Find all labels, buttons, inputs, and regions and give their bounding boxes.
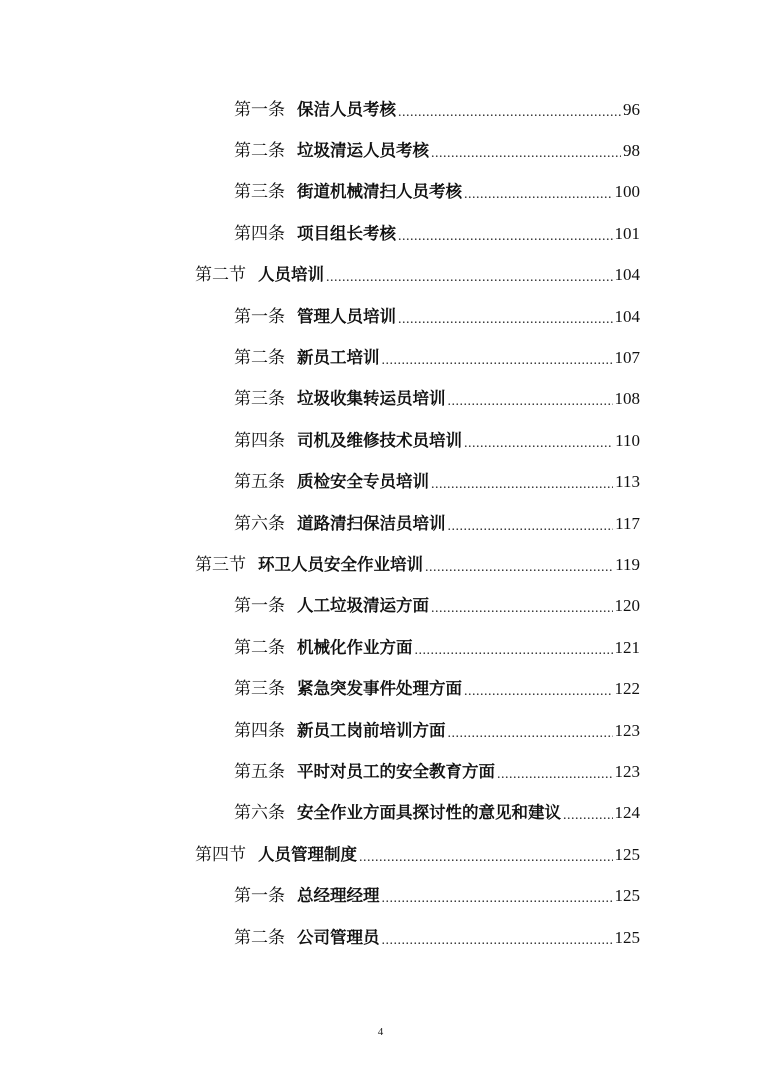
toc-entry-page: 104 [614, 265, 640, 285]
toc-entry-title: 质检安全专员培训 [297, 472, 429, 492]
toc-entry-title: 安全作业方面具探讨性的意见和建议 [297, 803, 561, 823]
toc-entry-page: 123 [614, 720, 640, 740]
toc-dot-leader [448, 392, 613, 412]
toc-entry-number: 第六条 [234, 513, 285, 534]
toc-dot-leader [431, 599, 613, 619]
toc-entry-title: 垃圾清运人员考核 [297, 141, 429, 161]
toc-entry[interactable] [234, 462, 640, 503]
toc-entry-page: 98 [623, 141, 640, 161]
toc-entry-title: 垃圾收集转运员培训 [297, 389, 446, 409]
toc-entry-page: 96 [623, 99, 640, 119]
toc-entry-page: 104 [614, 306, 640, 326]
toc-dot-leader [359, 848, 613, 868]
toc-entry[interactable] [234, 751, 640, 792]
toc-dot-leader [464, 185, 613, 205]
toc-entry[interactable] [234, 503, 640, 544]
toc-entry-title: 紧急突发事件处理方面 [297, 679, 462, 699]
toc-dot-leader [425, 558, 613, 578]
toc-entry-number: 第一条 [234, 886, 285, 907]
toc-entry[interactable] [234, 627, 640, 668]
toc-entry-number: 第二条 [234, 141, 285, 162]
toc-entry-page: 121 [614, 637, 640, 657]
toc-entry-page: 124 [614, 803, 640, 823]
toc-dot-leader [398, 227, 613, 247]
page-number: 4 [377, 1026, 384, 1038]
toc-entry[interactable] [234, 296, 640, 337]
toc-entry-title: 人工垃圾清运方面 [297, 596, 429, 616]
toc-entry-title: 机械化作业方面 [297, 637, 413, 657]
toc-entry-page: 113 [615, 472, 640, 492]
table-of-contents [0, 89, 761, 958]
toc-entry-page: 125 [614, 886, 640, 906]
toc-entry-number: 第二条 [234, 637, 285, 658]
toc-entry-title: 道路清扫保洁员培训 [297, 513, 446, 533]
toc-dot-leader [431, 144, 621, 164]
toc-entry-page: 107 [614, 348, 640, 368]
toc-entry-title: 公司管理员 [297, 927, 380, 947]
toc-dot-leader [448, 724, 613, 744]
toc-dot-leader [398, 310, 613, 330]
toc-entry-page: 123 [614, 761, 640, 781]
toc-dot-leader [448, 517, 614, 537]
toc-dot-leader [497, 765, 613, 785]
toc-entry[interactable] [234, 420, 640, 461]
toc-entry-number: 第四条 [234, 720, 285, 741]
toc-dot-leader [398, 103, 621, 123]
toc-entry-title: 新员工培训 [297, 348, 380, 368]
toc-dot-leader [431, 475, 613, 495]
toc-entry-title: 保洁人员考核 [297, 99, 396, 119]
toc-entry-page: 108 [614, 389, 640, 409]
toc-entry[interactable] [234, 586, 640, 627]
toc-entry-number: 第四条 [234, 223, 285, 244]
toc-entry[interactable] [234, 668, 640, 709]
toc-dot-leader [382, 351, 613, 371]
toc-entry[interactable] [234, 213, 640, 254]
toc-entry[interactable] [234, 917, 640, 958]
toc-entry-title: 司机及维修技术员培训 [297, 430, 462, 450]
toc-dot-leader [326, 268, 613, 288]
toc-entry-page: 117 [615, 513, 640, 533]
toc-dot-leader [382, 889, 613, 909]
toc-entry-title: 环卫人员安全作业培训 [258, 554, 423, 574]
toc-entry-title: 总经理经理 [297, 886, 380, 906]
toc-entry-title: 人员培训 [258, 265, 324, 285]
toc-dot-leader [382, 931, 613, 951]
toc-entry-page: 110 [615, 430, 640, 450]
toc-entry-number: 第三节 [195, 554, 246, 575]
toc-dot-leader [464, 434, 613, 454]
toc-entry[interactable] [234, 793, 640, 834]
toc-entry-number: 第三条 [234, 389, 285, 410]
toc-entry-title: 街道机械清扫人员考核 [297, 182, 462, 202]
toc-entry[interactable] [234, 130, 640, 171]
toc-entry-title: 平时对员工的安全教育方面 [297, 761, 495, 781]
toc-entry-number: 第五条 [234, 472, 285, 493]
toc-entry-page: 125 [614, 927, 640, 947]
toc-entry-title: 管理人员培训 [297, 306, 396, 326]
toc-dot-leader [464, 682, 613, 702]
toc-entry-title: 人员管理制度 [258, 844, 357, 864]
toc-entry-number: 第四节 [195, 844, 246, 865]
toc-entry-title: 项目组长考核 [297, 223, 396, 243]
toc-entry-page: 101 [614, 223, 640, 243]
toc-dot-leader [415, 641, 613, 661]
toc-entry[interactable] [234, 710, 640, 751]
toc-entry-number: 第二条 [234, 927, 285, 948]
toc-entry-number: 第三条 [234, 182, 285, 203]
toc-entry-page: 122 [614, 679, 640, 699]
toc-section-entry[interactable] [195, 255, 640, 296]
toc-entry-number: 第五条 [234, 761, 285, 782]
toc-entry-page: 100 [614, 182, 640, 202]
toc-entry-number: 第一条 [234, 306, 285, 327]
toc-entry-number: 第二节 [195, 265, 246, 286]
toc-entry-title: 新员工岗前培训方面 [297, 720, 446, 740]
toc-dot-leader [563, 806, 613, 826]
toc-section-entry[interactable] [195, 544, 640, 585]
toc-section-entry[interactable] [195, 834, 640, 875]
toc-entry-number: 第一条 [234, 99, 285, 120]
toc-entry[interactable] [234, 875, 640, 916]
toc-entry[interactable] [234, 379, 640, 420]
toc-entry-page: 120 [614, 596, 640, 616]
toc-entry[interactable] [234, 172, 640, 213]
toc-entry-number: 第六条 [234, 803, 285, 824]
toc-entry-number: 第四条 [234, 430, 285, 451]
toc-entry[interactable] [234, 89, 640, 130]
toc-entry-number: 第一条 [234, 596, 285, 617]
toc-entry-page: 125 [614, 844, 640, 864]
toc-entry-page: 119 [615, 554, 640, 574]
toc-entry[interactable] [234, 337, 640, 378]
toc-entry-number: 第二条 [234, 348, 285, 369]
toc-entry-number: 第三条 [234, 679, 285, 700]
